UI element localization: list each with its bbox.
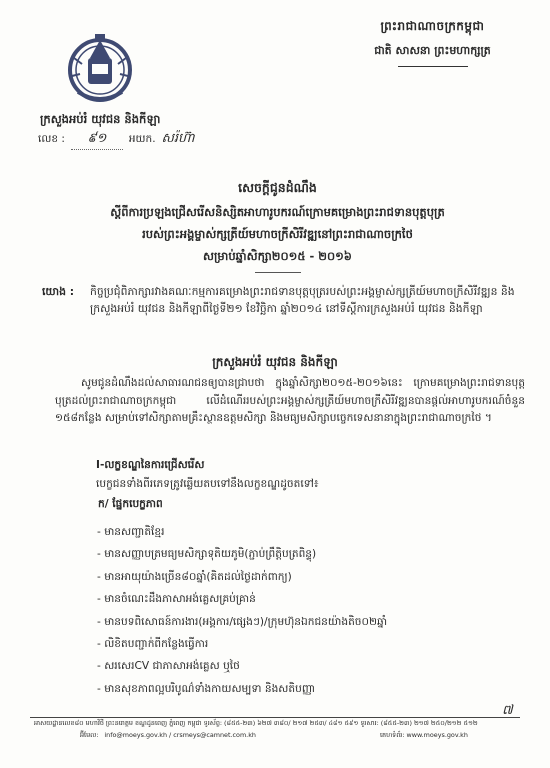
- ministry-name: ក្រសួងអប់រំ យុវជន និងកីឡា: [40, 112, 161, 126]
- reference-suffix: អយក.: [128, 133, 156, 145]
- reference-subject: [42, 283, 522, 317]
- notice-title-block: [30, 180, 525, 273]
- website-label: គេហទំព័រ:: [380, 731, 405, 739]
- academic-year: សម្រាប់ឆ្នាំសិក្សា២០១៥ - ២០១៦: [203, 249, 352, 263]
- footer-divider: [30, 717, 520, 718]
- kingdom-name: ព្រះរាជាណាចក្រកម្ពុជា: [380, 19, 485, 33]
- handwritten-code: សរ៉ហ៊ា: [161, 131, 195, 146]
- national-motto: ជាតិ សាសនា ព្រះមហាក្សត្រ: [374, 44, 491, 57]
- footer-address: អាសយដ្ឋានលេខ៨០ មហាវិថី ព្រះនរោត្តម ខណ្ឌដូនពេញ ភ្នំពេញ កម្ពុជា ទូរស័ព្ទ: (៨៥៥-២៣) ៦២៧ ៣៨០/ ២១៧ ២៥៣/ ៤៨១ ៥៩១ ទូរសារ: (៨៥៥-២៣) ២១៧ ២៥០/២១២ ៥១២: [34, 719, 478, 727]
- website-link[interactable]: www.moeys.gov.kh: [406, 731, 468, 739]
- notice-title: សេចក្តីជូនដំណឹង: [238, 180, 317, 195]
- motto-divider: [398, 66, 468, 68]
- list-item: - លិខិតបញ្ជាក់ពីកន្លែងធ្វើការ: [97, 638, 209, 651]
- list-item: - មានសញ្ជាតិខ្មែរ: [97, 526, 165, 538]
- notice-body: [55, 375, 525, 428]
- list-item: - មានសញ្ញាបត្រមធ្យមសិក្សាទុតិយភូមិ(ភ្ជាប់ព្រឹត្តិបត្រពិន្ទុ): [97, 548, 317, 561]
- requirements-list: [97, 521, 517, 700]
- reference-number: ៩១: [71, 130, 123, 150]
- subject-text: កិច្ចប្រជុំពិភាក្សារវាងគណៈកម្មការគម្រោងព្រះរាជទានបុត្តបុត្ររបស់ព្រះអង្គម្ចាស់ក្សត្រីយ៍មហាចក្រីសិរីវឌ្ឍន និងក្រសួងអប់រំ យុវជន និងកីឡាពីថ្ងៃទី២១ ខែវិច្ឆិកា ឆ្នាំ២០១៤ នៅទីស្តីការក្រសួងអប់រំ យុវជន និងកីឡា: [90, 285, 515, 315]
- email-label: អ៊ីមែល:: [80, 731, 99, 739]
- kingdom-header: [340, 18, 525, 68]
- page-number: ៧: [502, 703, 513, 718]
- subsection-heading: ក/ ផ្នែកបេក្ខភាព: [98, 498, 163, 510]
- section-intro: បេក្ខជនទាំងពីរភេទត្រូវឆ្លើយតបទៅនឹងលក្ខខណ្ឌដូចតទៅ៖: [96, 478, 319, 490]
- subject-label: យោង :: [42, 285, 75, 298]
- title-divider: [255, 272, 301, 273]
- website: [380, 731, 468, 741]
- reference-line: [38, 130, 195, 150]
- reference-number-label: លេខ :: [38, 133, 65, 145]
- footer-contacts: [80, 731, 468, 741]
- intro-paragraph: សូមជូនដំណឹងដល់សាធារណជនឲ្យបានជ្រាបថា ក្នុងឆ្នាំសិក្សា២០១៥-២០១៦នេះ ក្រោមគម្រោងព្រះរាជទានបុត្តបុត្រដល់ព្រះរាជាណាចក្រកម្ពុជា លើដំណើររបស់ព្រះអង្គម្ចាស់ក្សត្រីយ៍មហាចក្រីសិរីវឌ្ឍនបានផ្តល់អាហារូបករណ៍ចំនួន ១៥៨កន្លែង សម្រាប់ទៅសិក្សាតាមគ្រឹះស្ថានឧត្តមសិក្សា និងមធ្យមសិក្សាបច្ចេកទេសនានាក្នុងព្រះរាជាណាចក្រថៃ ។: [55, 377, 525, 424]
- notice-subtitle-2: របស់ព្រះអង្គម្ចាស់ក្សត្រីយ៍មហាចក្រីសិរីវឌ្ឍនៅព្រះរាជាណាចក្រថៃ: [142, 227, 413, 241]
- section-heading: I-លក្ខខណ្ឌនៃការជ្រើសរើស: [96, 459, 205, 471]
- email-link[interactable]: info@moeys.gov.kh / crsmeys@camnet.com.kh: [104, 731, 256, 739]
- ministry-heading: ក្រសួងអប់រំ យុវជន និងកីឡា: [212, 355, 338, 369]
- ministry-emblem-icon: [60, 28, 140, 110]
- list-item: - មានបទពិសោធន៍ការងារ(អង្គការ/ផ្សេងៗ)/ក្រុមហ៊ុនឯកជនយ៉ាងតិច០២ឆ្នាំ: [97, 615, 388, 628]
- list-item: - មានអាយុយ៉ាងច្រើន៨០ឆ្នាំ(គិតដល់ថ្ងៃដាក់ពាក្យ): [97, 570, 292, 583]
- list-item: - មានសុខភាពល្អបរិបូណ៌ទាំងកាយសម្បទា និងសតិបញ្ញា: [97, 682, 316, 695]
- list-item: - មានចំណេះដឹងភាសាអង់គ្លេសគ្រប់គ្រាន់: [97, 593, 256, 606]
- list-item: - សរសេរCV ជាភាសាអង់គ្លេស ឬថៃ: [97, 660, 240, 673]
- notice-subtitle-1: ស្តីពីការប្រឡងជ្រើសរើសនិស្សិតអាហារូបករណ៍ក្រោមគម្រោងព្រះរាជទានបុត្តបុត្រ: [110, 205, 445, 219]
